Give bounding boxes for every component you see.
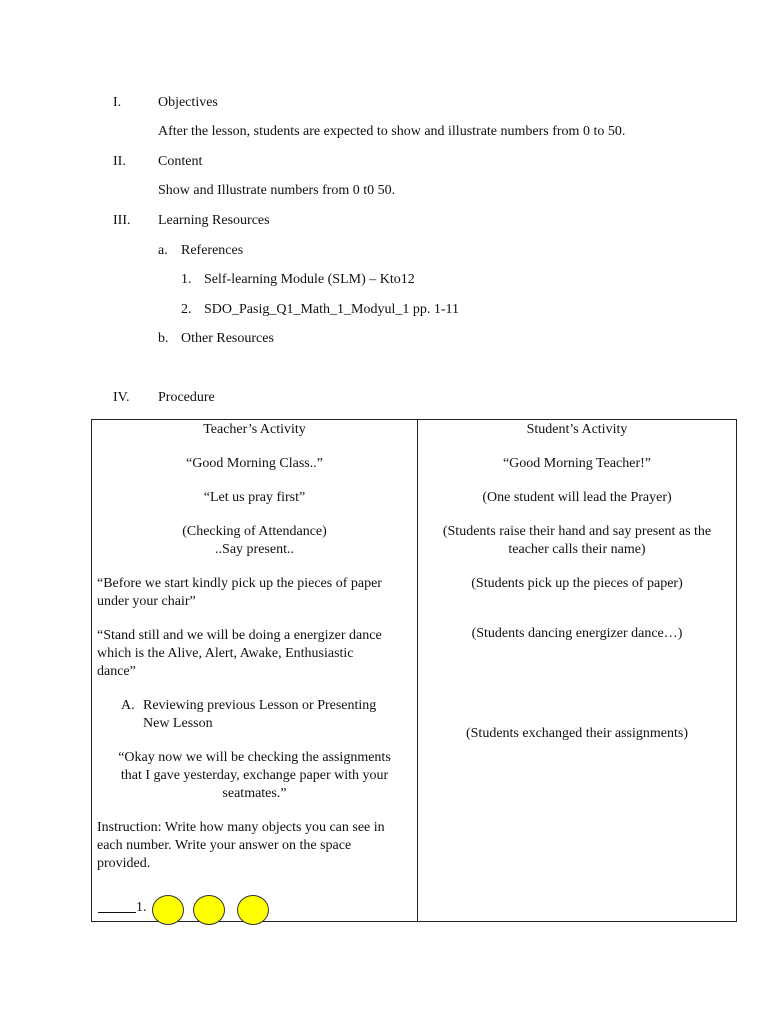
other-resources-label: Other Resources xyxy=(181,331,274,346)
review-marker: A. xyxy=(121,698,135,713)
student-pickup: (Students pick up the pieces of paper) xyxy=(471,576,683,591)
teacher-greeting: “Good Morning Class..” xyxy=(186,456,323,471)
teacher-attendance: (Checking of Attendance) xyxy=(182,524,327,539)
student-prayer: (One student will lead the Prayer) xyxy=(482,490,672,505)
section-numeral: IV. xyxy=(113,390,130,405)
content-body: Show and Illustrate numbers from 0 t0 50. xyxy=(158,183,396,198)
yellow-circle xyxy=(193,895,225,925)
teacher-activity-column xyxy=(92,420,418,922)
teacher-activity-header: Teacher’s Activity xyxy=(203,422,306,437)
reference-item: Self-learning Module (SLM) – Kto12 xyxy=(204,272,415,287)
item-number: 1. xyxy=(136,900,147,915)
yellow-circle xyxy=(237,895,269,925)
teacher-dance-line: which is the Alive, Alert, Awake, Enthusiastic xyxy=(97,646,354,661)
teacher-check-line: seatmates.” xyxy=(222,786,287,801)
section-numeral: II. xyxy=(113,154,126,169)
instruction-line: Instruction: Write how many objects you can see in xyxy=(97,820,385,835)
teacher-say-present: ..Say present.. xyxy=(215,542,294,557)
other-resources-marker: b. xyxy=(158,331,169,346)
student-dance: (Students dancing energizer dance…) xyxy=(471,626,683,641)
review-heading-line: Reviewing previous Lesson or Presenting xyxy=(143,698,377,713)
teacher-check-line: “Okay now we will be checking the assignments xyxy=(118,750,391,765)
teacher-dance-line: “Stand still and we will be doing a energizer dance xyxy=(97,628,382,643)
student-present-line: (Students raise their hand and say present as the xyxy=(442,524,712,539)
references-label: References xyxy=(181,243,244,258)
teacher-pickup-line: “Before we start kindly pick up the pieces of paper xyxy=(97,576,382,591)
teacher-pray: “Let us pray first” xyxy=(203,490,306,505)
references-marker: a. xyxy=(158,243,168,258)
review-heading-line: New Lesson xyxy=(143,716,213,731)
student-greeting: “Good Morning Teacher!” xyxy=(502,456,652,471)
procedure-table xyxy=(91,419,737,922)
reference-number: 1. xyxy=(181,272,192,287)
teacher-pickup-line: under your chair” xyxy=(97,594,196,609)
student-activity-header: Student’s Activity xyxy=(526,422,628,437)
reference-number: 2. xyxy=(181,302,192,317)
instruction-line: provided. xyxy=(97,856,151,871)
student-present-line: teacher calls their name) xyxy=(508,542,646,557)
student-activity-column xyxy=(418,420,737,922)
objectives-body: After the lesson, students are expected to show and illustrate numbers from 0 to 50. xyxy=(158,124,626,139)
section-numeral: I. xyxy=(113,95,122,110)
answer-blank xyxy=(98,912,136,913)
section-title-procedure: Procedure xyxy=(158,390,215,405)
section-title-objectives: Objectives xyxy=(158,95,218,110)
section-numeral: III. xyxy=(113,213,131,228)
yellow-circle xyxy=(152,895,184,925)
section-title-learning-resources: Learning Resources xyxy=(158,213,270,228)
instruction-line: each number. Write your answer on the space xyxy=(97,838,352,853)
teacher-check-line: that I gave yesterday, exchange paper with your xyxy=(120,768,389,783)
teacher-dance-line: dance” xyxy=(97,664,136,679)
section-title-content: Content xyxy=(158,154,203,169)
reference-item: SDO_Pasig_Q1_Math_1_Modyul_1 pp. 1-11 xyxy=(204,302,459,317)
student-exchange: (Students exchanged their assignments) xyxy=(465,726,688,741)
